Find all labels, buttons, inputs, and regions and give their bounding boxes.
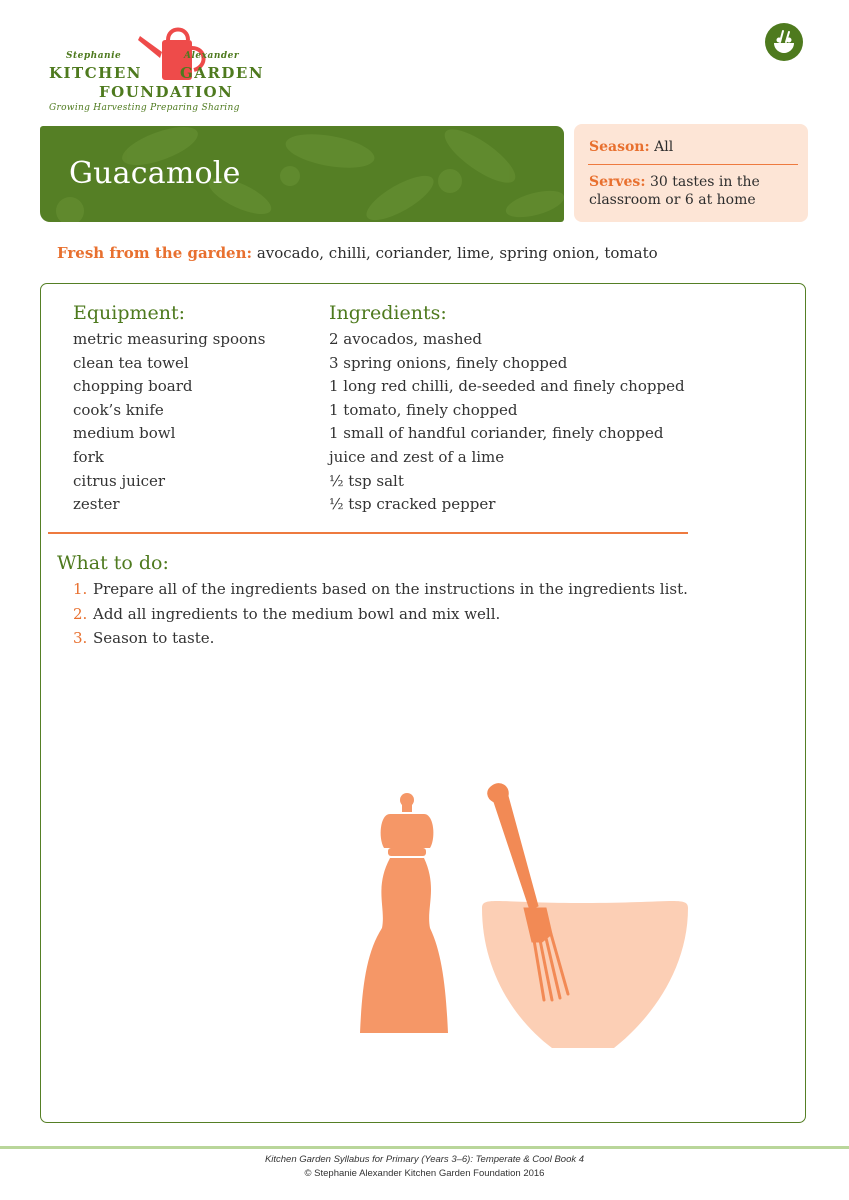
pepper-grinder-icon xyxy=(360,793,448,1033)
step-text: Add all ingredients to the medium bowl and mix well. xyxy=(93,604,501,623)
ingredient-item: 1 tomato, finely chopped xyxy=(329,400,518,419)
ingredients-list xyxy=(329,328,685,517)
season-serves-box xyxy=(574,124,808,222)
equipment-item: cook’s knife xyxy=(73,400,164,419)
ingredient-item: 3 spring onions, finely chopped xyxy=(329,353,568,372)
method-steps xyxy=(73,577,688,651)
logo-tagline: Growing Harvesting Preparing Sharing xyxy=(49,103,240,113)
season-value: All xyxy=(654,139,674,155)
method-step xyxy=(73,577,688,602)
serves-row xyxy=(589,173,799,209)
pepper-grinder-bowl-fork-icon xyxy=(352,778,692,1058)
ingredient-item: ½ tsp salt xyxy=(329,471,404,490)
equipment-heading: Equipment: xyxy=(73,302,186,324)
logo-line1-right: Alexander xyxy=(184,51,240,61)
fresh-value: avocado, chilli, coriander, lime, spring onion, tomato xyxy=(256,244,658,262)
section-divider xyxy=(48,532,688,534)
step-number: 3. xyxy=(73,629,88,647)
footer-divider xyxy=(0,1146,849,1149)
step-text: Season to taste. xyxy=(93,629,215,647)
title-banner xyxy=(40,126,564,222)
step-number: 2. xyxy=(73,604,88,623)
ingredient-item: ½ tsp cracked pepper xyxy=(329,495,496,514)
equipment-item: metric measuring spoons xyxy=(73,330,266,348)
ingredient-item: 2 avocados, mashed xyxy=(329,330,482,348)
season-label: Season: xyxy=(589,139,650,155)
recipe-title: Guacamole xyxy=(69,156,241,191)
logo-line1-left: Stephanie xyxy=(66,51,122,61)
equipment-item: fork xyxy=(73,447,104,466)
bowl-icon xyxy=(482,901,688,1048)
serves-label: Serves: xyxy=(589,174,646,190)
footer-copyright: © Stephanie Alexander Kitchen Garden Foundation 2016 xyxy=(304,1168,545,1179)
logo-line2-right: GARDEN xyxy=(180,64,265,82)
step-text: Prepare all of the ingredients based on the instructions in the ingredients list. xyxy=(93,580,688,598)
serves-value: 30 tastes in the classroom or 6 at home xyxy=(589,174,760,208)
method-step xyxy=(73,602,688,627)
equipment-item: clean tea towel xyxy=(73,353,189,372)
step-number: 1. xyxy=(73,580,88,598)
logo-line2-left: KITCHEN xyxy=(49,64,142,82)
foundation-logo xyxy=(44,22,264,118)
equipment-item: citrus juicer xyxy=(73,471,166,490)
method-step xyxy=(73,626,688,651)
ingredient-item: 1 long red chilli, de-seeded and finely chopped xyxy=(329,377,685,396)
fresh-label: Fresh from the garden: xyxy=(57,244,253,262)
ingredient-item: 1 small of handful coriander, finely chopped xyxy=(329,424,664,443)
salad-bowl-icon xyxy=(764,22,804,62)
season-row xyxy=(589,139,673,155)
ingredient-item: juice and zest of a lime xyxy=(329,447,505,466)
fresh-from-garden xyxy=(57,244,658,262)
ingredients-heading: Ingredients: xyxy=(329,302,447,324)
footer-syllabus: Kitchen Garden Syllabus for Primary (Years 3–6): Temperate & Cool Book 4 xyxy=(264,1154,585,1165)
method-heading: What to do: xyxy=(57,552,169,574)
equipment-item: chopping board xyxy=(73,377,193,396)
equipment-list xyxy=(73,328,265,517)
logo-line3: FOUNDATION xyxy=(99,83,234,101)
equipment-item: zester xyxy=(73,495,120,514)
equipment-item: medium bowl xyxy=(73,424,176,443)
season-divider xyxy=(588,164,798,165)
